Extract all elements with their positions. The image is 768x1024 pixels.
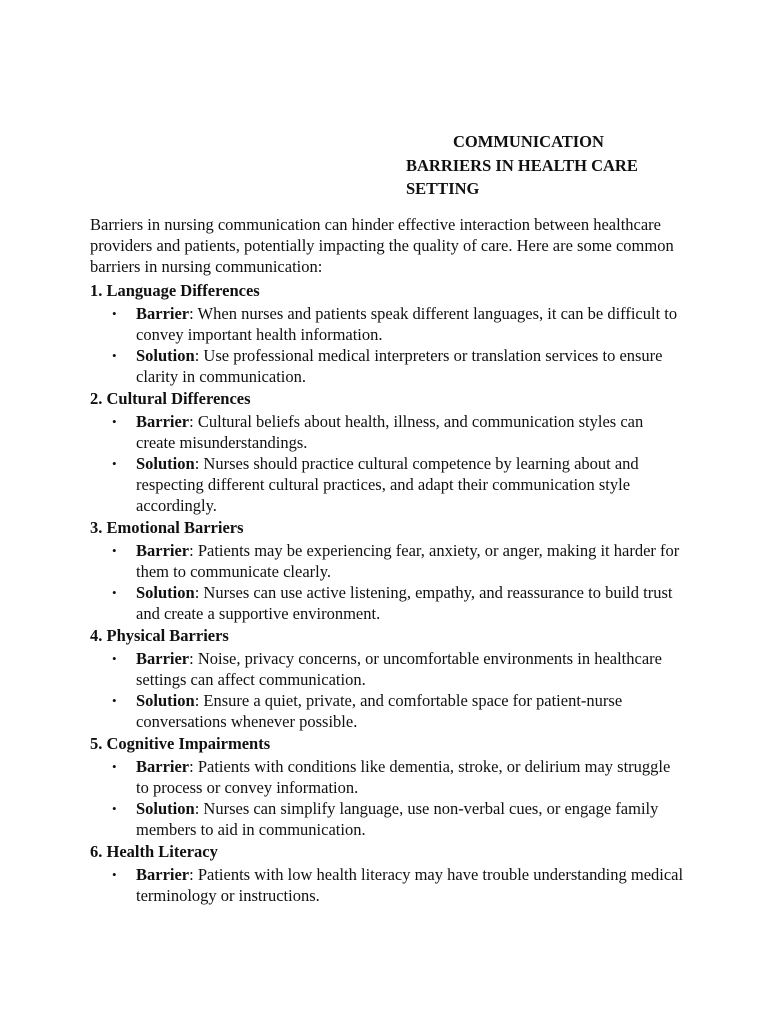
point-text: : Nurses can use active listening, empathy, and reassurance to build trust and create a supportive environment. xyxy=(136,583,673,623)
point-text: : Patients may be experiencing fear, anxiety, or anger, making it harder for them to communicate clearly. xyxy=(136,541,680,581)
list-item xyxy=(90,453,685,516)
bullet-list xyxy=(90,648,685,732)
section-heading: 1. Language Differences xyxy=(90,281,260,300)
bullet-list xyxy=(90,864,685,906)
document-title xyxy=(406,130,696,201)
list-item xyxy=(90,756,685,798)
point-text: : Patients with low health literacy may have trouble understanding medical terminology or instructions. xyxy=(136,865,684,905)
section-physical xyxy=(90,624,685,732)
bullet-icon: • xyxy=(112,693,117,708)
list-item xyxy=(90,411,685,453)
bullet-icon: • xyxy=(112,348,117,363)
point-text: : Nurses should practice cultural competence by learning about and respecting different cultural practices, and adapt their communication style accordingly. xyxy=(136,454,639,515)
list-item xyxy=(90,582,685,624)
section-health-literacy xyxy=(90,840,685,906)
list-item xyxy=(90,345,685,387)
point-text: : Use professional medical interpreters or translation services to ensure clarity in communication. xyxy=(136,346,663,386)
title-line-3: SETTING xyxy=(406,179,480,198)
bullet-list xyxy=(90,303,685,387)
list-item xyxy=(90,303,685,345)
point-label: Barrier xyxy=(136,649,190,668)
list-item xyxy=(90,864,685,906)
section-heading: 2. Cultural Differences xyxy=(90,389,251,408)
section-heading: 3. Emotional Barriers xyxy=(90,518,244,537)
bullet-icon: • xyxy=(112,585,117,600)
point-text: : Ensure a quiet, private, and comfortable space for patient-nurse conversations whenever possible. xyxy=(136,691,623,731)
bullet-icon: • xyxy=(112,456,117,471)
point-label: Solution xyxy=(136,346,195,365)
point-label: Barrier xyxy=(136,865,190,884)
bullet-icon: • xyxy=(112,414,117,429)
bullet-icon: • xyxy=(112,543,117,558)
document-body xyxy=(90,214,685,906)
title-line-2: BARRIERS IN HEALTH CARE xyxy=(406,155,638,175)
bullet-icon: • xyxy=(112,801,117,816)
point-text: : Nurses can simplify language, use non-verbal cues, or engage family members to aid in communication. xyxy=(136,799,659,839)
point-label: Solution xyxy=(136,691,195,710)
point-label: Solution xyxy=(136,799,195,818)
point-label: Solution xyxy=(136,454,195,473)
bullet-list xyxy=(90,756,685,840)
list-item xyxy=(90,798,685,840)
point-label: Barrier xyxy=(136,541,190,560)
point-label: Solution xyxy=(136,583,195,602)
title-line-1: COMMUNICATION xyxy=(453,132,604,151)
point-text: : Cultural beliefs about health, illness, and communication styles can create misunderstandings. xyxy=(136,412,644,452)
bullet-icon: • xyxy=(112,651,117,666)
section-language xyxy=(90,279,685,387)
section-emotional xyxy=(90,516,685,624)
bullet-icon: • xyxy=(112,867,117,882)
section-heading: 4. Physical Barriers xyxy=(90,626,229,645)
point-text: : Patients with conditions like dementia, stroke, or delirium may struggle to process or convey information. xyxy=(136,757,671,797)
bullet-icon: • xyxy=(112,759,117,774)
section-cognitive xyxy=(90,732,685,840)
bullet-list xyxy=(90,411,685,516)
bullet-icon: • xyxy=(112,306,117,321)
intro-paragraph: Barriers in nursing communication can hinder effective interaction between healthcare providers and patients, potentially impacting the quality of care. Here are some common barriers in nursing communication: xyxy=(90,215,674,276)
bullet-list xyxy=(90,540,685,624)
point-label: Barrier xyxy=(136,412,190,431)
section-cultural xyxy=(90,387,685,516)
point-text: : Noise, privacy concerns, or uncomfortable environments in healthcare settings can affect communication. xyxy=(136,649,662,689)
point-label: Barrier xyxy=(136,304,190,323)
point-text: : When nurses and patients speak different languages, it can be difficult to convey important health information. xyxy=(136,304,678,344)
list-item xyxy=(90,648,685,690)
section-heading: 6. Health Literacy xyxy=(90,842,218,861)
point-label: Barrier xyxy=(136,757,190,776)
list-item xyxy=(90,690,685,732)
section-heading: 5. Cognitive Impairments xyxy=(90,734,271,753)
list-item xyxy=(90,540,685,582)
